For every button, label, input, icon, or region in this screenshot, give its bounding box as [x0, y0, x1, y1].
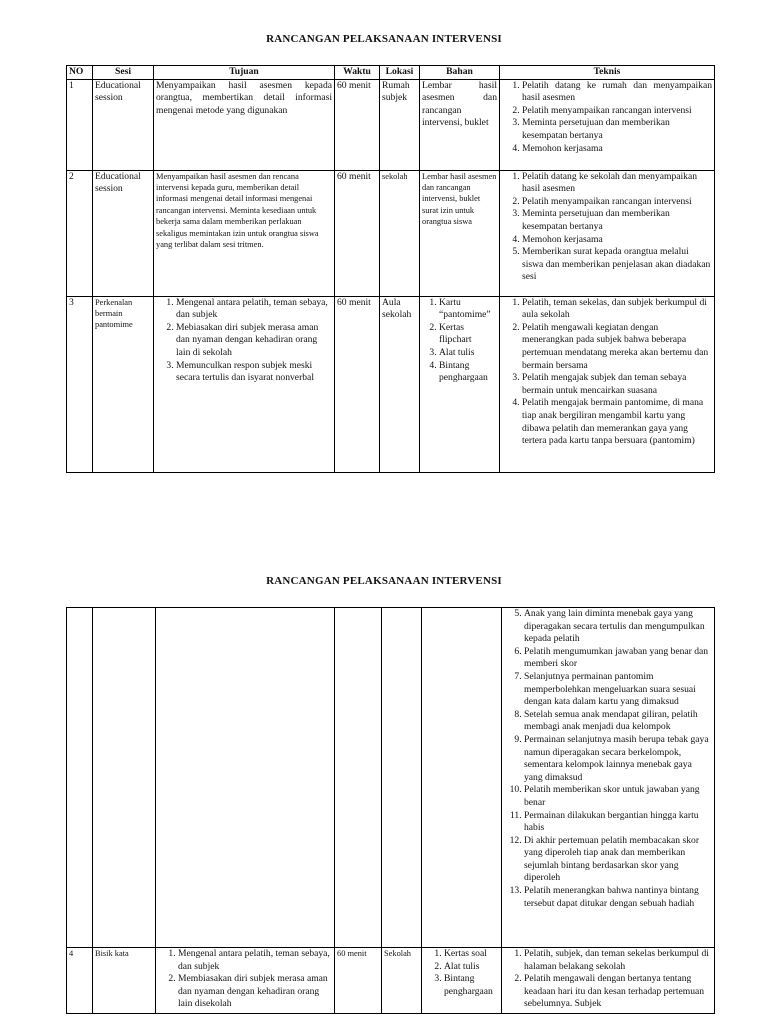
- list-item: 8. Setelah semua anak mendapat giliran, pelatih membagi anak menjadi dua kelompok: [524, 709, 712, 734]
- cell-no: 4: [67, 948, 93, 1014]
- header-tujuan: Tujuan: [154, 66, 335, 80]
- cell-bahan: Lembar hasil asesmen dan rancangan intervensi, buklet surat izin untuk orangtua siswa: [420, 170, 500, 296]
- list-item: 1. Pelatih datang ke rumah dan menyampaikan hasil asesmen: [522, 80, 712, 105]
- list-item: 9. Permainan selanjutnya masih berupa tebak gaya namun diperagakan secara berkelompok, sementara kelompok lainnya menebak gaya yang dimaksud: [524, 734, 712, 784]
- cell-sesi: Perkenalan bermain pantomime: [93, 296, 154, 472]
- header-sesi: Sesi: [93, 66, 154, 80]
- list-item: 4. Pelatih mengajak bermain pantomime, di mana tiap anak bergiliran mengambil kartu yang dibawa pelatih dan memerankan gaya yang tertera pada kartu tanpa bersuara (pantomim): [522, 397, 712, 447]
- intervention-plan-table-continued: [66, 607, 715, 1014]
- teknis-list: [504, 608, 712, 910]
- list-item: 3. Meminta persetujuan dan memberikan kesempatan bertanya: [522, 117, 712, 142]
- cell-waktu: 60 menit: [335, 296, 380, 472]
- list-item: 4. Bintang penghargaan: [439, 360, 497, 385]
- cell-lokasi: [382, 608, 422, 948]
- teknis-list: [502, 297, 712, 448]
- list-item: 2. Membiasakan diri subjek merasa aman dan nyaman dengan kehadiran orang lain disekolah: [178, 973, 332, 1011]
- list-item: 2. Pelatih menyampaikan rancangan intervensi: [522, 196, 712, 209]
- cell-lokasi: Aula sekolah: [380, 296, 420, 472]
- list-item: 1. Mengenal antara pelatih, teman sebaya, dan subjek: [178, 948, 332, 973]
- tujuan-list: [158, 948, 332, 1011]
- cell-no: 2: [67, 170, 93, 296]
- header-no: NO: [67, 66, 93, 80]
- cell-sesi: Educational session: [93, 79, 154, 170]
- tujuan-list: [156, 297, 332, 385]
- cell-no: 1: [67, 79, 93, 170]
- cell-tujuan: Menyampaikan hasil asesmen dan rencana intervensi kepada guru, memberikan detail informasi mengenai detail informasi mengenai rancangan intervensi. Meminta kesediaan untuk bekerja sama dalam memberikan perlakuan sekaligus memintakan izin untuk orangtua siswa yang terlibat dalam sesi tritmen.: [154, 170, 335, 296]
- list-item: 2. Alat tulis: [444, 961, 499, 974]
- list-item: 3. Memunculkan respon subjek meski secara tertulis dan isyarat nonverbal: [176, 360, 332, 385]
- cell-sesi: Educational session: [93, 170, 154, 296]
- table-header-row: [67, 66, 715, 80]
- cell-waktu: 60 menit: [335, 948, 382, 1014]
- list-item: 2. Kertas flipchart: [439, 322, 497, 347]
- header-bahan: Bahan: [420, 66, 500, 80]
- cell-waktu: 60 menit: [335, 170, 380, 296]
- list-item: 11. Permainan dilakukan bergantian hingga kartu habis: [524, 810, 712, 835]
- teknis-list: [502, 171, 712, 284]
- list-item: 1. Mengenal antara pelatih, teman sebaya, dan subjek: [176, 297, 332, 322]
- cell-teknis: [500, 296, 715, 472]
- cell-tujuan: [156, 948, 335, 1014]
- list-item: 4. Memohon kerjasama: [522, 143, 712, 156]
- list-item: 13. Pelatih menerangkan bahwa nantinya bintang tersebut dapat ditukar dengan sebuah hadiah: [524, 885, 712, 910]
- cell-lokasi: sekolah: [380, 170, 420, 296]
- header-teknis: Teknis: [500, 66, 715, 80]
- cell-no: 3: [67, 296, 93, 472]
- list-item: 2. Pelatih mengawali kegiatan dengan menerangkan pada subjek bahwa beberapa pertemuan mendatang mereka akan bertemu dan bermain bersama: [522, 322, 712, 372]
- page-title: RANCANGAN PELAKSANAAN INTERVENSI: [266, 33, 502, 45]
- list-item: 10. Pelatih memberikan skor untuk jawaban yang benar: [524, 784, 712, 809]
- list-item: 1. Pelatih datang ke sekolah dan menyampaikan hasil asesmen: [522, 171, 712, 196]
- list-item: 3. Pelatih mengajak subjek dan teman sebaya bermain untuk mencairkan suasana: [522, 372, 712, 397]
- list-item: 6. Pelatih mengumumkan jawaban yang benar dan memberi skor: [524, 646, 712, 671]
- cell-tujuan: Menyampaikan hasil asesmen kepada orangtua, membertikan detail informasi mengenai metode yang digunakan: [154, 79, 335, 170]
- cell-teknis: [500, 170, 715, 296]
- cell-bahan: Lembar hasil asesmen dan rancangan intervensi, buklet: [420, 79, 500, 170]
- cell-teknis: [502, 948, 715, 1014]
- list-item: 2. Pelatih menyampaikan rancangan intervensi: [522, 105, 712, 118]
- list-item: 1. Pelatih, teman sekelas, dan subjek berkumpul di aula sekolah: [522, 297, 712, 322]
- table-row: [67, 170, 715, 296]
- list-item: 1. Pelatih, subjek, dan teman sekelas berkumpul di halaman belakang sekolah: [524, 948, 712, 973]
- list-item: 3. Bintang penghargaan: [444, 973, 499, 998]
- cell-waktu: [335, 608, 382, 948]
- list-item: 5. Memberikan surat kepada orangtua melalui siswa dan memberikan penjelasan akan diadakan sesi: [522, 246, 712, 284]
- cell-sesi: [93, 608, 156, 948]
- list-item: 3. Alat tulis: [439, 347, 497, 360]
- cell-teknis: [502, 608, 715, 948]
- bahan-list: [422, 297, 497, 385]
- cell-tujuan: [156, 608, 335, 948]
- list-item: 1. Kertas soal: [444, 948, 499, 961]
- cell-bahan: [420, 296, 500, 472]
- header-lokasi: Lokasi: [380, 66, 420, 80]
- cell-sesi: Bisik kata: [93, 948, 156, 1014]
- table-row: [67, 608, 715, 948]
- cell-tujuan: [154, 296, 335, 472]
- list-item: 5. Anak yang lain diminta menebak gaya yang diperagakan secara tertulis dan mengumpulkan kepada pelatih: [524, 608, 712, 646]
- list-item: 12. Di akhir pertemuan pelatih membacakan skor yang diperoleh tiap anak dan memberikan sejumlah bintang berdasarkan skor yang diperoleh: [524, 835, 712, 885]
- table-row: [67, 79, 715, 170]
- cell-lokasi: Sekolah: [382, 948, 422, 1014]
- list-item: 7. Selanjutnya permainan pantomim memperbolehkan mengeluarkan suara sesuai dengan kata dalam kartu yang dimaksud: [524, 671, 712, 709]
- cell-waktu: 60 menit: [335, 79, 380, 170]
- list-item: 4. Memohon kerjasama: [522, 234, 712, 247]
- bahan-list: [424, 948, 499, 998]
- list-item: 2. Mebiasakan diri subjek merasa aman dan nyaman dengan kehadiran orang lain di sekolah: [176, 322, 332, 360]
- list-item: 2. Pelatih mengawali dengan bertanya tentang keadaan hari itu dan kesan terhadap pertemuan sebelumnya. Subjek: [524, 973, 712, 1011]
- cell-no: [67, 608, 93, 948]
- table-row: [67, 948, 715, 1014]
- teknis-list: [502, 80, 712, 156]
- list-item: 1. Kartu “pantomime”: [439, 297, 497, 322]
- intervention-plan-table: [66, 65, 715, 473]
- cell-teknis: [500, 79, 715, 170]
- page-title: RANCANGAN PELAKSANAAN INTERVENSI: [266, 575, 502, 587]
- teknis-list: [504, 948, 712, 1011]
- cell-bahan: [422, 948, 502, 1014]
- header-waktu: Waktu: [335, 66, 380, 80]
- list-item: 3. Meminta persetujuan dan memberikan kesempatan bertanya: [522, 208, 712, 233]
- cell-lokasi: Rumah subjek: [380, 79, 420, 170]
- cell-bahan: [422, 608, 502, 948]
- table-row: [67, 296, 715, 472]
